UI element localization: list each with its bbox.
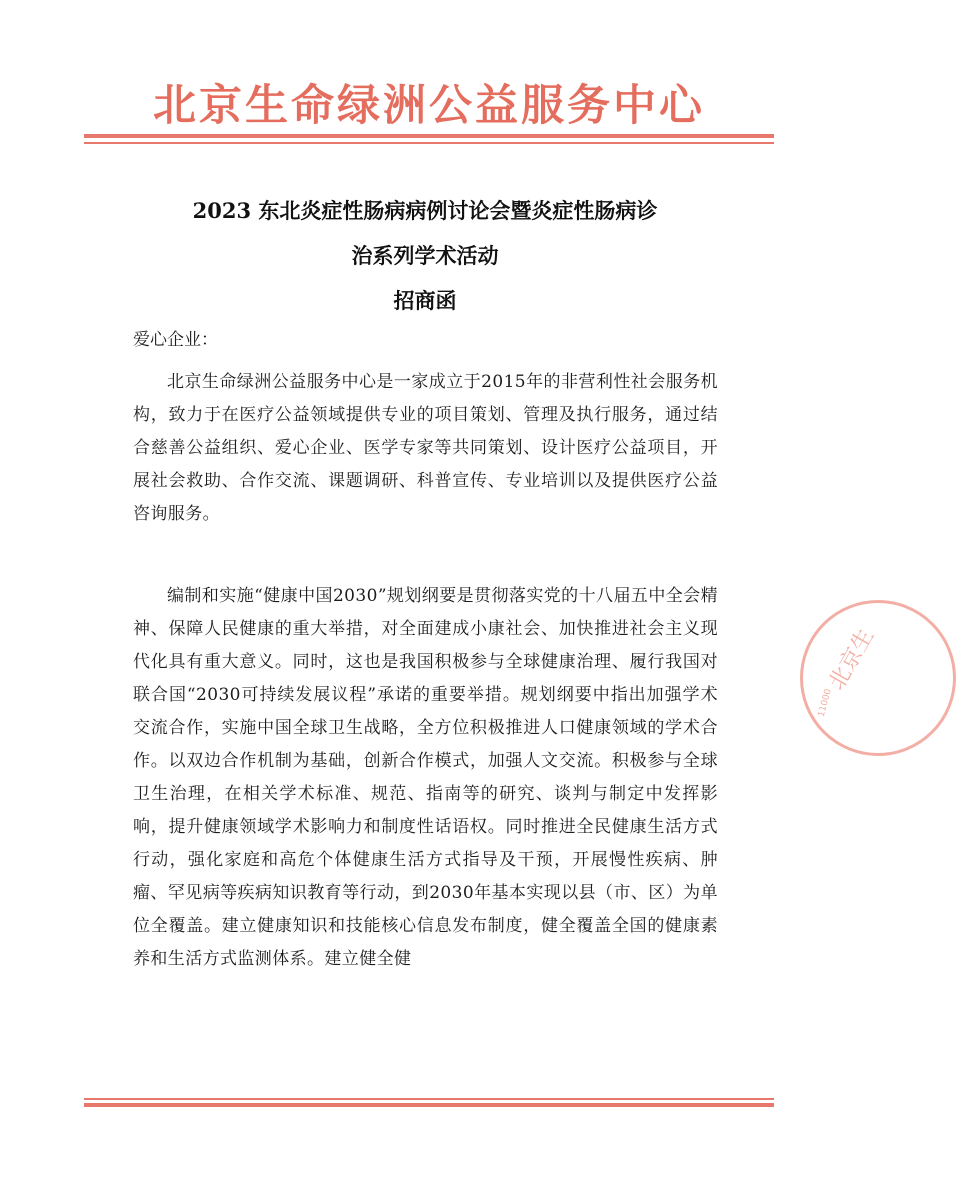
- body-paragraph-2: 编制和实施“健康中国2030”规划纲要是贯彻落实党的十八届五中全会精神、保障人民健康的重大举措，对全面建成小康社会、加快推进社会主义现代化具有重大意义。同时，这也是我国积极参与全球健康治理、履行我国对联合国“2030可持续发展议程”承诺的重要举措。规划纲要中指出加强学术交流合作，实施中国全球卫生战略，全方位积极推进人口健康领域的学术合作。以双边合作机制为基础，创新合作模式，加强人文交流。积极参与全球卫生治理，在相关学术标准、规范、指南等的研究、谈判与制定中发挥影响，提升健康领域学术影响力和制度性话语权。同时推进全民健康生活方式行动，强化家庭和高危个体健康生活方式指导及干预，开展慢性疾病、肿瘤、罕见病等疾病知识教育等行动，到2030年基本实现以县（市、区）为单位全覆盖。建立健康知识和技能核心信息发布制度，健全覆盖全国的健康素养和生活方式监测体系。建立健全健: [133, 586, 718, 969]
- body-paragraph-1: 北京生命绿洲公益服务中心是一家成立于2015年的非营利性社会服务机构，致力于在医疗公益领域提供专业的项目策划、管理及执行服务，通过结合慈善公益组织、爱心企业、医学专家等共同策划、设计医疗公益项目，开展社会救助、合作交流、课题调研、科普宣传、专业培训以及提供医疗公益咨询服务。: [133, 372, 718, 524]
- official-seal-stamp: [800, 600, 956, 756]
- seal-code: 11000: [816, 687, 834, 719]
- seal-text: 北京生: [824, 624, 880, 695]
- footer-rule-thin: [84, 1098, 774, 1100]
- salutation: 爱心企业：: [133, 330, 218, 350]
- document-title-line-1: 2023 东北炎症性肠病病例讨论会暨炎症性肠病诊: [192, 198, 658, 223]
- footer-rule-thick: [84, 1103, 774, 1107]
- document-title-line-2: 治系列学术活动: [351, 243, 499, 268]
- letterhead-rule-thick: [84, 134, 774, 138]
- letterhead-rule-thin: [84, 142, 774, 144]
- letterhead-org-name: 北京生命绿洲公益服务中心: [153, 81, 705, 131]
- document-title-line-3: 招商函: [393, 288, 457, 313]
